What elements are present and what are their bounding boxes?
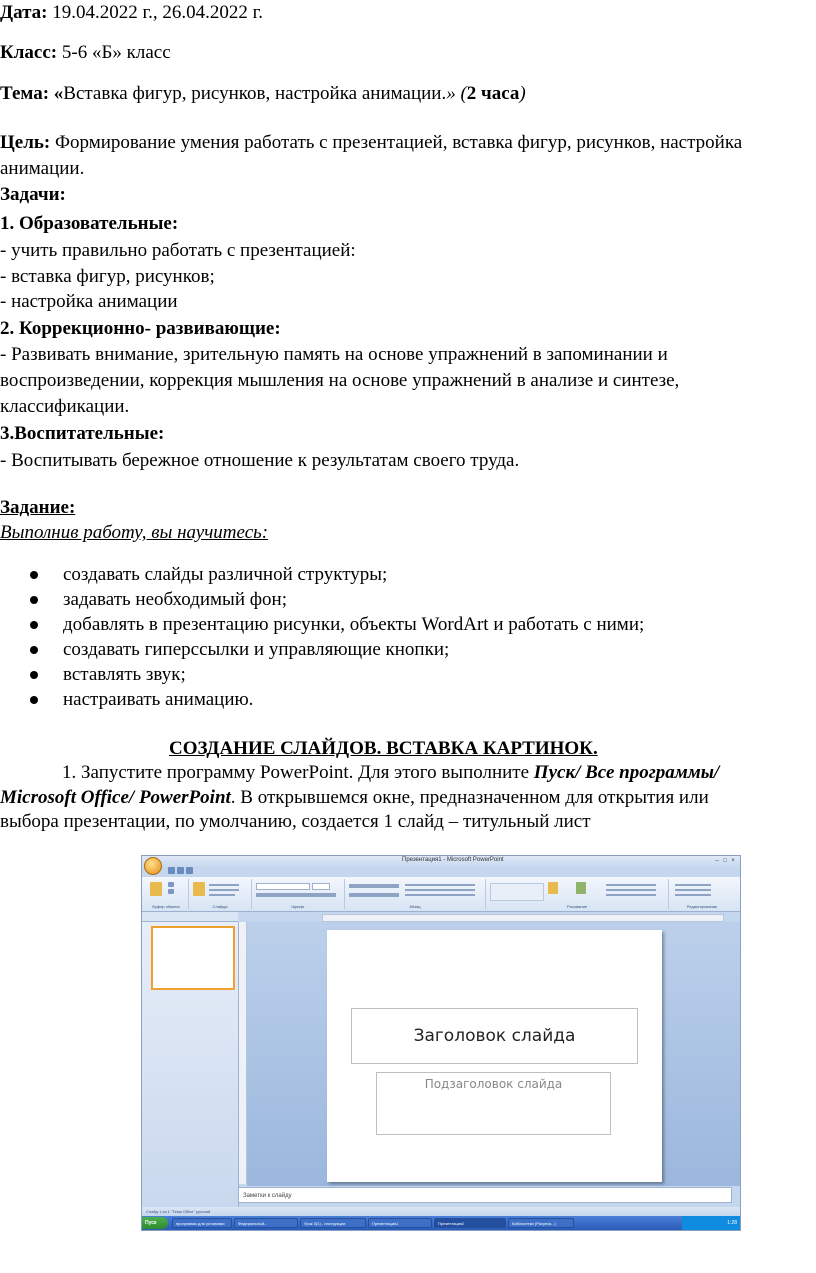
topic-close: ) <box>519 83 526 104</box>
slides-pane-tabs <box>142 912 238 922</box>
section-title: СОЗДАНИЕ СЛАЙДОВ. ВСТАВКА КАРТИНОК. <box>169 738 598 759</box>
topic-end: » ( <box>446 83 467 104</box>
topic-value: Вставка фигур, рисунков, настройка анимации. <box>63 83 447 104</box>
arrange-icon[interactable] <box>548 882 558 894</box>
status-bar: Слайд 1 из 1 "Тема Office" русский <box>142 1207 740 1216</box>
font-size-select[interactable] <box>312 883 330 890</box>
taskbar-item[interactable]: Урок 3(1) - инструкции <box>300 1218 366 1228</box>
group-drawing <box>486 879 669 909</box>
section-p1-path-a: Пуск/ Все программы/ <box>533 762 720 783</box>
group-label: Редактирование <box>686 904 718 909</box>
dev-text-2: воспроизведении, коррекция мышления на основе упражнений в анализе и синтезе, <box>0 370 680 391</box>
group-label: Рисование <box>566 904 588 909</box>
title-placeholder[interactable]: Заголовок слайда <box>351 1008 638 1064</box>
bullet-dot <box>30 621 38 629</box>
ribbon-tabs <box>160 868 392 877</box>
taskbar-item[interactable]: Презентация2 <box>434 1218 506 1228</box>
group-label: Шрифт <box>291 904 305 909</box>
assignment-intro: Выполнив работу, вы научитесь: <box>0 522 269 543</box>
topic-hours: 2 часа <box>466 83 520 104</box>
vertical-ruler <box>239 922 247 1184</box>
bullet-dot <box>30 596 38 604</box>
edu-heading: 1. Образовательные: <box>0 213 179 234</box>
section-p1-line2 <box>0 787 709 809</box>
group-label: Слайды <box>212 904 228 909</box>
upbringing-text: - Воспитывать бережное отношение к результатам своего труда. <box>0 450 520 471</box>
date-label: Дата: <box>0 2 48 23</box>
reset-button[interactable] <box>209 889 239 891</box>
goal-line-1 <box>0 132 742 154</box>
goal-label: Цель: <box>0 132 51 153</box>
section-p1-after: . В открывшемся окне, предназначенном для открытия или <box>230 787 709 808</box>
powerpoint-screenshot <box>141 855 741 1231</box>
system-tray-clock: 1:28 <box>682 1216 740 1230</box>
class-value: 5-6 «Б» класс <box>57 42 171 63</box>
replace-button[interactable] <box>675 889 711 891</box>
window-titlebar <box>142 856 740 868</box>
bullet-item-3: добавлять в презентацию рисунки, объекты WordArt и работать с ними; <box>63 614 645 635</box>
bullet-item-1: создавать слайды различной структуры; <box>63 564 388 585</box>
new-slide-icon[interactable] <box>193 882 205 896</box>
taskbar-item[interactable]: Презентация1 <box>368 1218 432 1228</box>
list-buttons[interactable] <box>349 884 399 888</box>
bullet-dot <box>30 696 38 704</box>
slides-pane <box>142 922 239 1207</box>
date-line <box>0 2 263 24</box>
font-name-select[interactable] <box>256 883 310 890</box>
taskbar-item[interactable]: Библиотеки (Рисунок...) <box>508 1218 574 1228</box>
class-label: Класс: <box>0 42 58 63</box>
bullet-item-6: настраивать анимацию. <box>63 689 254 710</box>
topic-label: Тема: « <box>0 83 64 104</box>
find-button[interactable] <box>675 884 711 886</box>
shape-fill-button[interactable] <box>606 884 656 886</box>
class-line <box>0 42 171 64</box>
slide[interactable] <box>327 930 662 1182</box>
shape-outline-button[interactable] <box>606 889 656 891</box>
edu-item-2: - вставка фигур, рисунков; <box>0 266 215 287</box>
goal-line-2: анимации. <box>0 158 85 179</box>
align-buttons[interactable] <box>349 893 399 897</box>
quick-styles-icon[interactable] <box>576 882 586 894</box>
cut-icon[interactable] <box>168 882 174 887</box>
edu-item-1: - учить правильно работать с презентацией: <box>0 240 356 261</box>
layout-button[interactable] <box>209 884 239 886</box>
group-clipboard <box>144 879 189 909</box>
group-label: Абзац <box>409 904 421 909</box>
bullet-dot <box>30 671 38 679</box>
section-p1-line1 <box>62 762 719 784</box>
group-label: Буфер обмена <box>152 904 180 909</box>
bullet-item-4: создавать гиперссылки и управляющие кнопки; <box>63 639 450 660</box>
bullet-dot <box>30 571 38 579</box>
upbringing-heading: 3.Воспитательные: <box>0 423 165 444</box>
ribbon <box>142 877 740 912</box>
dev-text-3: классификации. <box>0 396 130 417</box>
taskbar-item[interactable]: Федеральный... <box>234 1218 298 1228</box>
font-format-buttons[interactable] <box>256 893 336 897</box>
section-p1-start: 1. Запустите программу PowerPoint. Для этого выполните <box>62 762 534 783</box>
maximize-icon[interactable]: □ <box>723 858 727 864</box>
quick-access-toolbar <box>168 858 218 866</box>
close-icon[interactable]: × <box>731 858 735 864</box>
text-direction-button[interactable] <box>405 884 475 886</box>
minimize-icon[interactable]: – <box>715 858 719 864</box>
group-editing <box>669 879 735 909</box>
subtitle-placeholder[interactable]: Подзаголовок слайда <box>376 1072 611 1135</box>
slide-thumbnail[interactable] <box>151 926 235 990</box>
slide-editing-area <box>247 922 740 1186</box>
assignment-heading: Задание: <box>0 497 76 518</box>
group-font <box>252 879 345 909</box>
paste-icon[interactable] <box>150 882 162 896</box>
bullet-item-5: вставлять звук; <box>63 664 186 685</box>
smartart-button[interactable] <box>405 894 475 896</box>
horizontal-ruler <box>322 914 724 922</box>
bullet-item-2: задавать необходимый фон; <box>63 589 287 610</box>
goal-text-1: Формирование умения работать с презентацией, вставка фигур, рисунков, настройка <box>50 132 743 153</box>
dev-heading: 2. Коррекционно- развивающие: <box>0 318 281 339</box>
group-paragraph <box>345 879 486 909</box>
shape-effects-button[interactable] <box>606 894 656 896</box>
delete-button[interactable] <box>209 894 235 896</box>
tasks-heading: Задачи: <box>0 184 66 205</box>
window-title: Презентация1 - Microsoft PowerPoint <box>402 857 504 863</box>
section-p1-path-b: Microsoft Office/ PowerPoint <box>0 787 231 808</box>
topic-line <box>0 83 526 105</box>
group-slides <box>189 879 252 909</box>
taskbar-item[interactable]: программы для установки <box>172 1218 232 1228</box>
select-button[interactable] <box>675 894 711 896</box>
start-button[interactable]: Пуск <box>142 1217 168 1229</box>
dev-text-1: - Развивать внимание, зрительную память на основе упражнений в запоминании и <box>0 344 668 365</box>
edu-item-3: - настройка анимации <box>0 291 178 312</box>
align-text-button[interactable] <box>405 889 475 891</box>
notes-field[interactable]: Заметки к слайду <box>238 1187 732 1203</box>
windows-taskbar <box>142 1216 740 1230</box>
bullet-dot <box>30 646 38 654</box>
shapes-gallery[interactable] <box>490 883 544 901</box>
copy-icon[interactable] <box>168 889 174 894</box>
section-p1-line3: выбора презентации, по умолчанию, создается 1 слайд – титульный лист <box>0 811 591 832</box>
date-value: 19.04.2022 г., 26.04.2022 г. <box>47 2 264 23</box>
